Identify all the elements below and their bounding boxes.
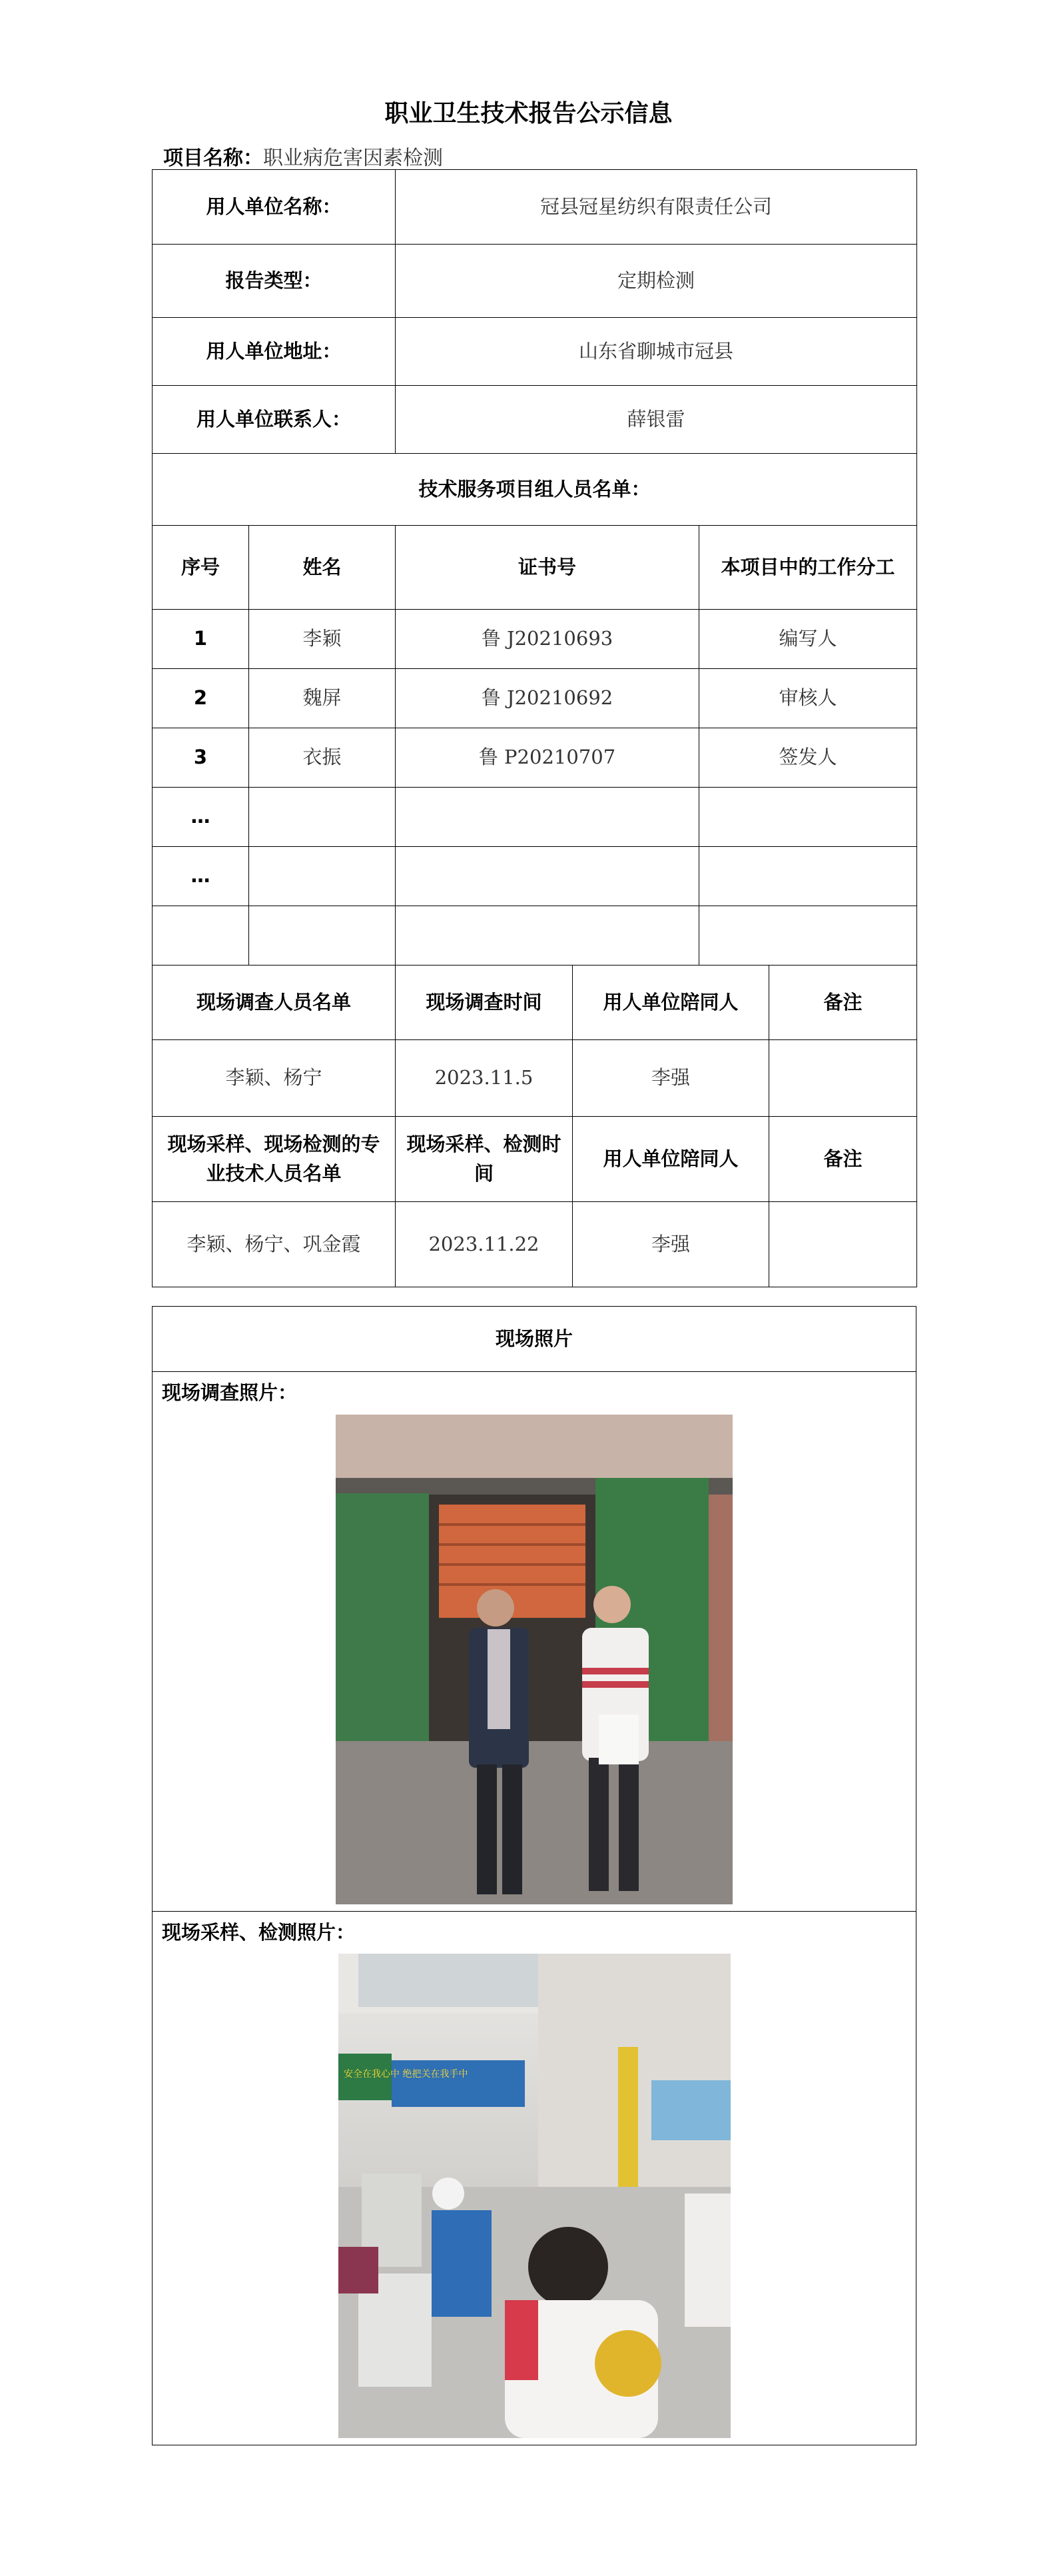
photos-table [152,1306,916,2445]
survey-photo [336,1415,733,1904]
team-cell-role [699,847,917,906]
sampling-header-escort: 用人单位陪同人 [573,1117,769,1202]
team-table [152,525,917,966]
team-cell-role: 审核人 [699,669,917,728]
contact-value: 薛银雷 [396,386,917,454]
survey-photo-image [336,1415,733,1904]
sampling-header-staff: 现场采样、现场检测的专业技术人员名单 [153,1117,396,1202]
project-name-label: 项目名称： [163,147,263,170]
survey-staff: 李颖、杨宁 [153,1040,396,1117]
team-cell-cert [396,788,699,847]
team-cell-name: 衣振 [249,728,396,788]
team-cell-role [699,906,917,966]
team-cell-name [249,847,396,906]
sampling-photo [338,1954,731,2438]
survey-photo-cell [153,1372,916,1912]
report-type-label: 报告类型： [153,245,396,318]
team-cell-index: 1 [153,610,249,669]
factory-banner-text: 安全在我心中 绝把关在我手中 [343,2069,468,2080]
team-cell-cert: 鲁 P20210707 [396,728,699,788]
team-cell-name [249,788,396,847]
team-cell-role: 签发人 [699,728,917,788]
survey-header-staff: 现场调查人员名单 [153,966,396,1040]
survey-photo-label: 现场调查照片： [162,1381,298,1404]
table-row [153,788,917,847]
sampling-time: 2023.11.22 [396,1202,573,1287]
team-heading: 技术服务项目组人员名单： [153,454,917,526]
project-name-value: 职业病危害因素检测 [263,147,443,170]
sampling-remark [769,1202,917,1287]
survey-escort: 李强 [573,1040,769,1117]
table-row [153,847,917,906]
team-cell-name: 魏屏 [249,669,396,728]
team-cell-index: 3 [153,728,249,788]
page-title: 职业卫生技术报告公示信息 [384,100,673,127]
team-cell-index: … [153,788,249,847]
contact-label: 用人单位联系人： [153,386,396,454]
team-header-index: 序号 [153,526,249,610]
info-table [152,169,917,526]
team-cell-role: 编写人 [699,610,917,669]
team-cell-index: 2 [153,669,249,728]
sampling-header-time: 现场采样、检测时间 [396,1117,573,1202]
project-name-line [163,141,443,171]
survey-header-time: 现场调查时间 [396,966,573,1040]
team-header-role: 本项目中的工作分工 [699,526,917,610]
table-row [153,669,917,728]
team-cell-index: … [153,847,249,906]
team-cell-role [699,788,917,847]
team-header-cert: 证书号 [396,526,699,610]
sampling-photo-image [338,1954,731,2438]
photos-heading: 现场照片 [153,1307,916,1372]
table-row [153,906,917,966]
survey-header-escort: 用人单位陪同人 [573,966,769,1040]
team-cell-cert: 鲁 J20210692 [396,669,699,728]
team-cell-cert [396,906,699,966]
sampling-photo-cell [153,1911,916,2445]
team-header-name: 姓名 [249,526,396,610]
employer-value: 冠县冠星纺织有限责任公司 [396,170,917,245]
table-row [153,728,917,788]
team-cell-name [249,906,396,966]
team-cell-index [153,906,249,966]
sampling-staff: 李颖、杨宁、巩金霞 [153,1202,396,1287]
table-row [153,610,917,669]
report-type-value: 定期检测 [396,245,917,318]
sampling-photo-label: 现场采样、检测照片： [162,1920,356,1944]
address-label: 用人单位地址： [153,318,396,386]
employer-label: 用人单位名称： [153,170,396,245]
survey-header-remark: 备注 [769,966,917,1040]
survey-time: 2023.11.5 [396,1040,573,1117]
team-cell-name: 李颖 [249,610,396,669]
survey-table [152,965,917,1287]
sampling-escort: 李强 [573,1202,769,1287]
survey-remark [769,1040,917,1117]
team-cell-cert [396,847,699,906]
address-value: 山东省聊城市冠县 [396,318,917,386]
team-cell-cert: 鲁 J20210693 [396,610,699,669]
sampling-header-remark: 备注 [769,1117,917,1202]
